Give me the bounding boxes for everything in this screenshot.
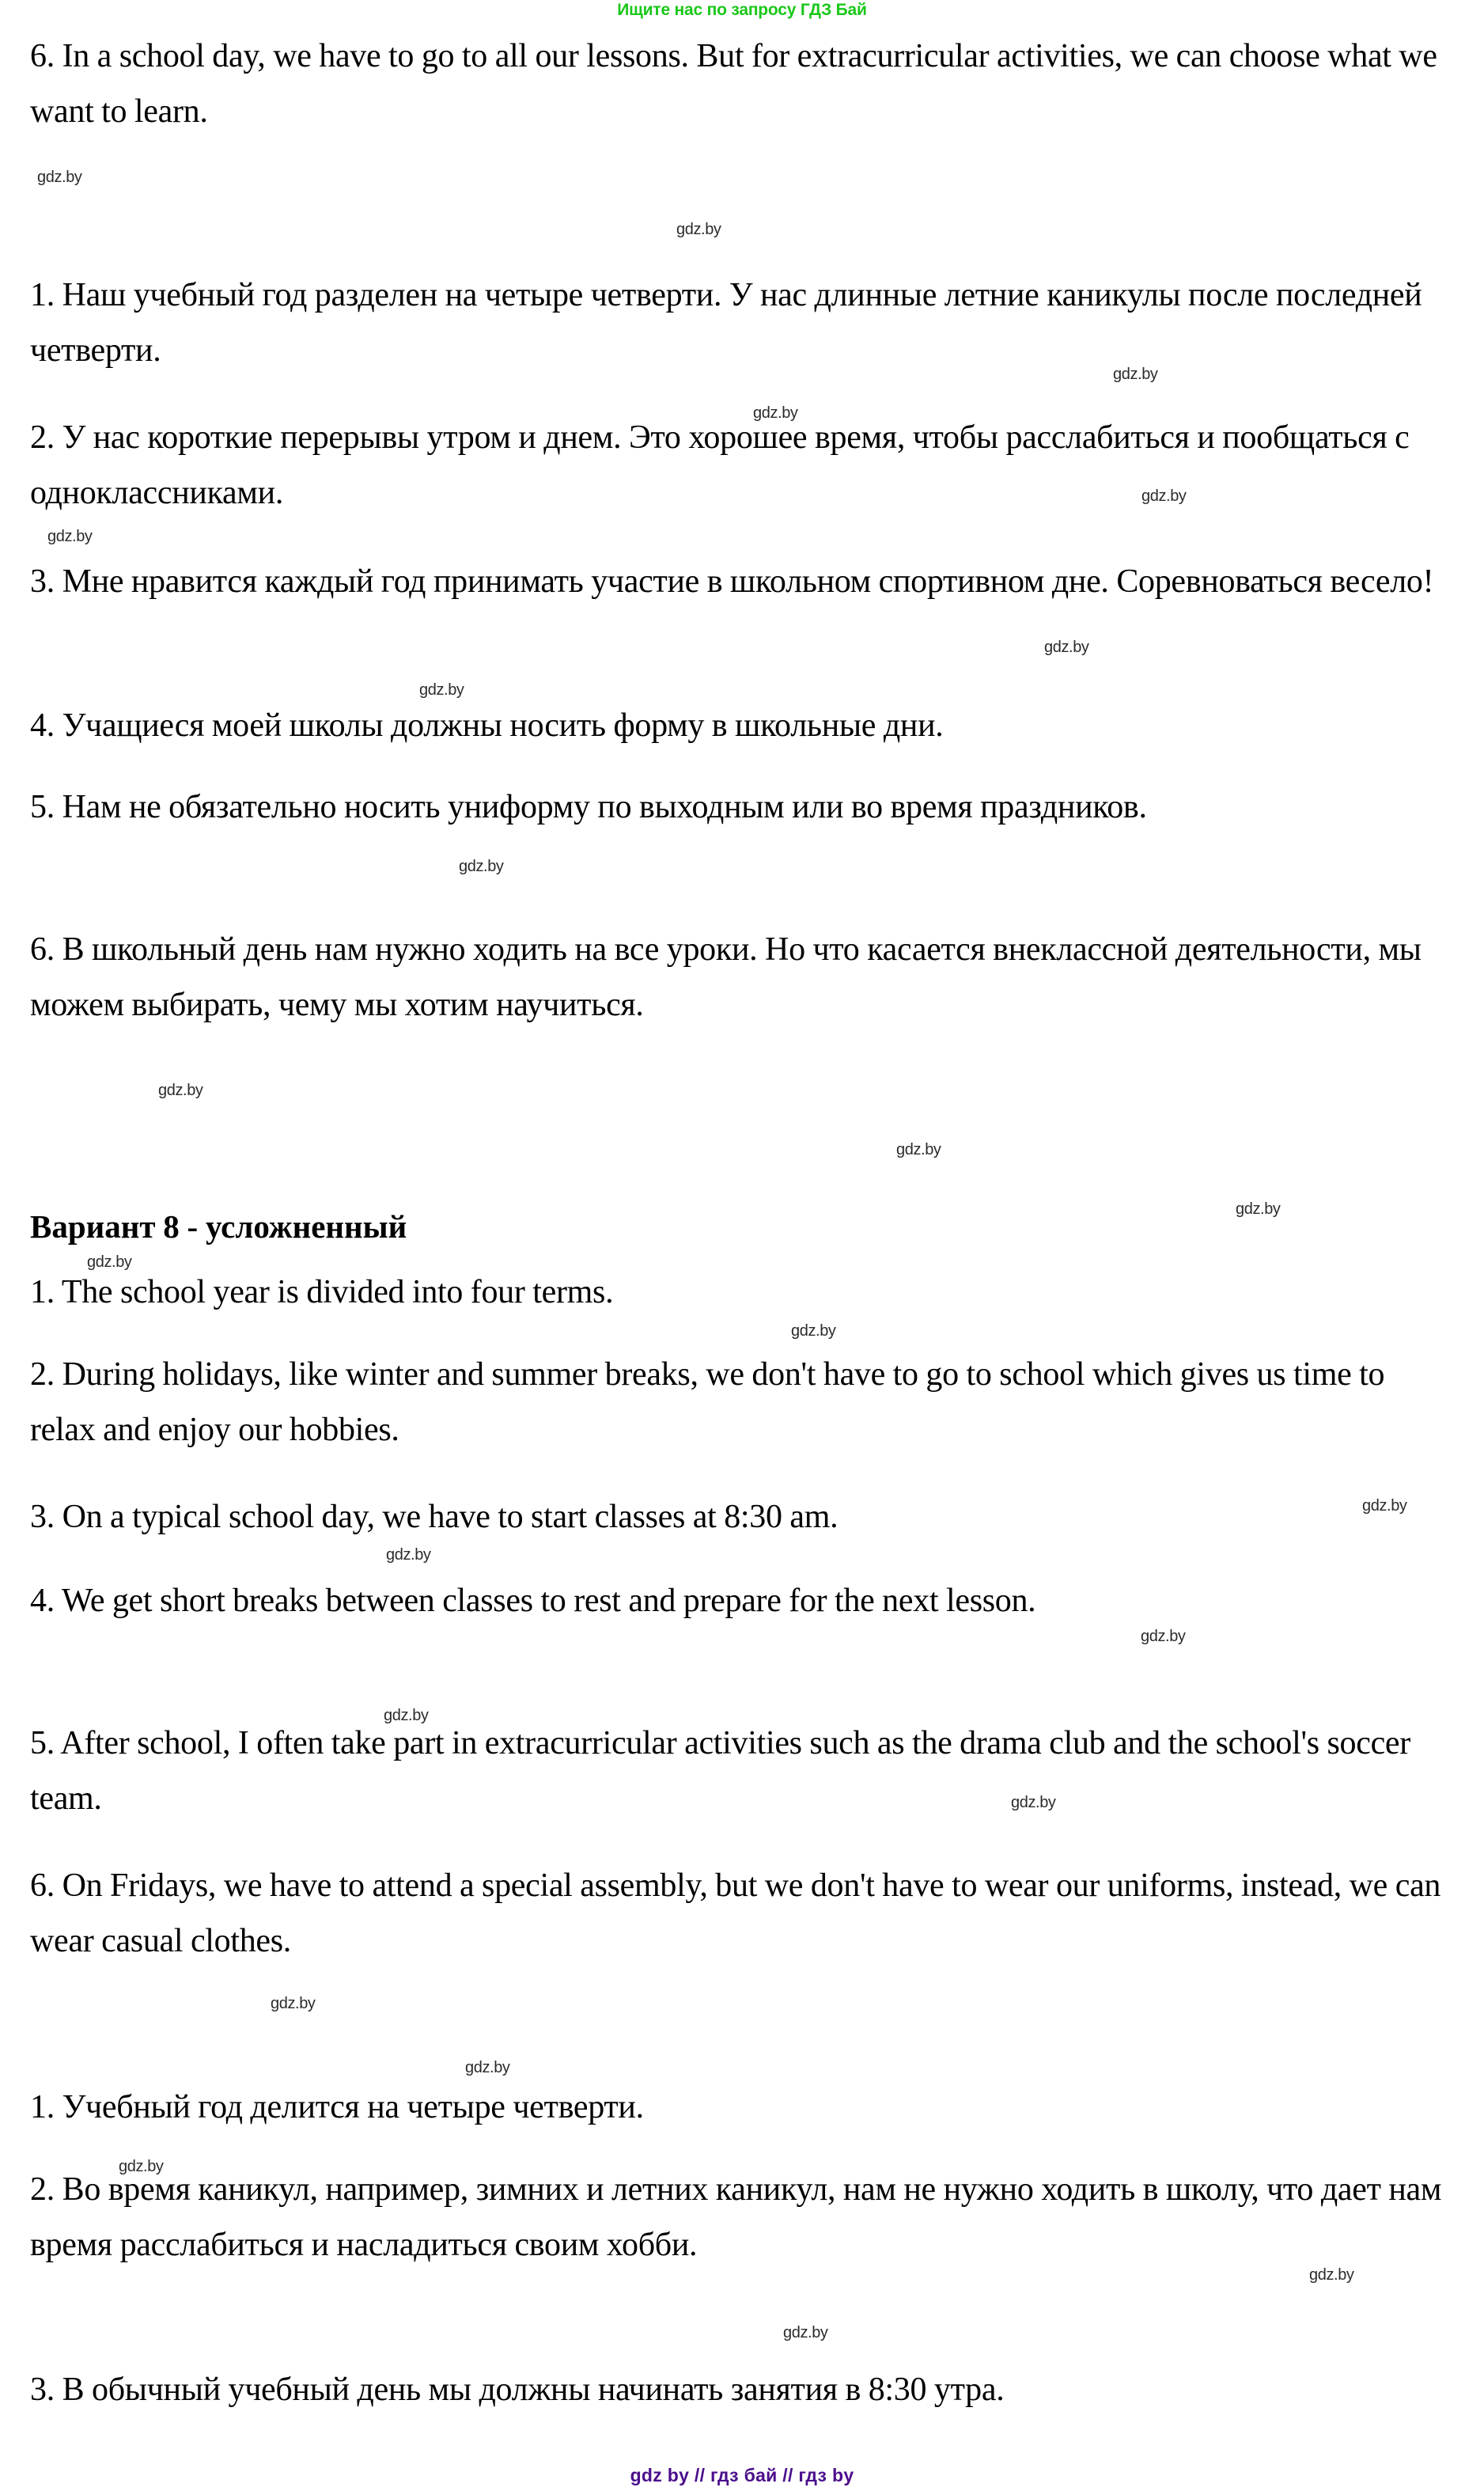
watermark-gdz: gdz.by: [465, 2059, 510, 2076]
watermark-gdz: gdz.by: [783, 2324, 828, 2341]
watermark-gdz: gdz.by: [87, 1253, 132, 1271]
watermark-gdz: gdz.by: [419, 681, 464, 699]
watermark-gdz: gdz.by: [896, 1141, 941, 1158]
watermark-gdz: gdz.by: [1362, 1497, 1407, 1515]
watermark-gdz: gdz.by: [158, 1082, 203, 1099]
paragraph-ru-a-3: 3. Мне нравится каждый год принимать участие в школьном спортивном дне. Соревноваться весело!: [30, 563, 1434, 600]
watermark-gdz: gdz.by: [1044, 639, 1089, 656]
watermark-gdz: gdz.by: [791, 1322, 836, 1340]
section-heading-variant-8: Вариант 8 - усложненный: [30, 1208, 407, 1245]
watermark-gdz: gdz.by: [1113, 366, 1158, 383]
promo-banner: Ищите нас по запросу ГДЗ Бай: [617, 1, 867, 19]
footer-links[interactable]: gdz by // гдз бай // гдз by: [630, 2465, 854, 2485]
watermark-gdz: gdz.by: [271, 1995, 316, 2012]
watermark-gdz: gdz.by: [47, 528, 93, 545]
paragraph-en-b-5: 5. After school, I often take part in extracurricular activities such as the drama club and the school's soccer team.: [30, 1725, 1410, 1817]
watermark-gdz: gdz.by: [1141, 1628, 1186, 1645]
watermark-gdz: gdz.by: [459, 858, 504, 875]
watermark-gdz: gdz.by: [1141, 487, 1187, 505]
watermark-gdz: gdz.by: [753, 404, 798, 422]
paragraph-ru-b-2: 2. Во время каникул, например, зимних и летних каникул, нам не нужно ходить в школу, что дает нам время расслабиться и насладиться своим хобби.: [30, 2171, 1442, 2263]
paragraph-ru-a-1: 1. Наш учебный год разделен на четыре четверти. У нас длинные летние каникулы после последней четверти.: [30, 277, 1422, 369]
watermark-gdz: gdz.by: [676, 221, 721, 238]
paragraph-en-top-6: 6. In a school day, we have to go to all our lessons. But for extracurricular activities, we can choose what we want to learn.: [30, 38, 1437, 130]
watermark-gdz: gdz.by: [1011, 1794, 1056, 1811]
paragraph-en-b-2: 2. During holidays, like winter and summer breaks, we don't have to go to school which gives us time to relax and enjoy our hobbies.: [30, 1356, 1385, 1448]
paragraph-en-b-4: 4. We get short breaks between classes to rest and prepare for the next lesson.: [30, 1583, 1036, 1619]
paragraph-ru-a-6: 6. В школьный день нам нужно ходить на все уроки. Но что касается внеклассной деятельности, мы можем выбирать, чему мы хотим научиться.: [30, 931, 1422, 1023]
paragraph-ru-b-1: 1. Учебный год делится на четыре четверти.: [30, 2089, 644, 2125]
paragraph-ru-a-4: 4. Учащиеся моей школы должны носить форму в школьные дни.: [30, 707, 944, 744]
watermark-gdz: gdz.by: [37, 169, 82, 186]
paragraph-ru-a-2: 2. У нас короткие перерывы утром и днем. Это хорошее время, чтобы расслабиться и пообщаться с одноклассниками.: [30, 419, 1410, 511]
watermark-gdz: gdz.by: [1309, 2266, 1354, 2284]
watermark-gdz: gdz.by: [1236, 1200, 1281, 1218]
paragraph-en-b-1: 1. The school year is divided into four terms.: [30, 1274, 614, 1310]
paragraph-en-b-6: 6. On Fridays, we have to attend a special assembly, but we don't have to wear our uniforms, instead, we can wear casual clothes.: [30, 1867, 1441, 1959]
watermark-gdz: gdz.by: [386, 1546, 431, 1564]
watermark-gdz: gdz.by: [384, 1707, 429, 1724]
paragraph-en-b-3: 3. On a typical school day, we have to start classes at 8:30 am.: [30, 1499, 839, 1535]
paragraph-ru-b-3: 3. В обычный учебный день мы должны начинать занятия в 8:30 утра.: [30, 2372, 1005, 2408]
paragraph-ru-a-5: 5. Нам не обязательно носить униформу по выходным или во время праздников.: [30, 789, 1147, 825]
watermark-gdz: gdz.by: [119, 2158, 164, 2175]
